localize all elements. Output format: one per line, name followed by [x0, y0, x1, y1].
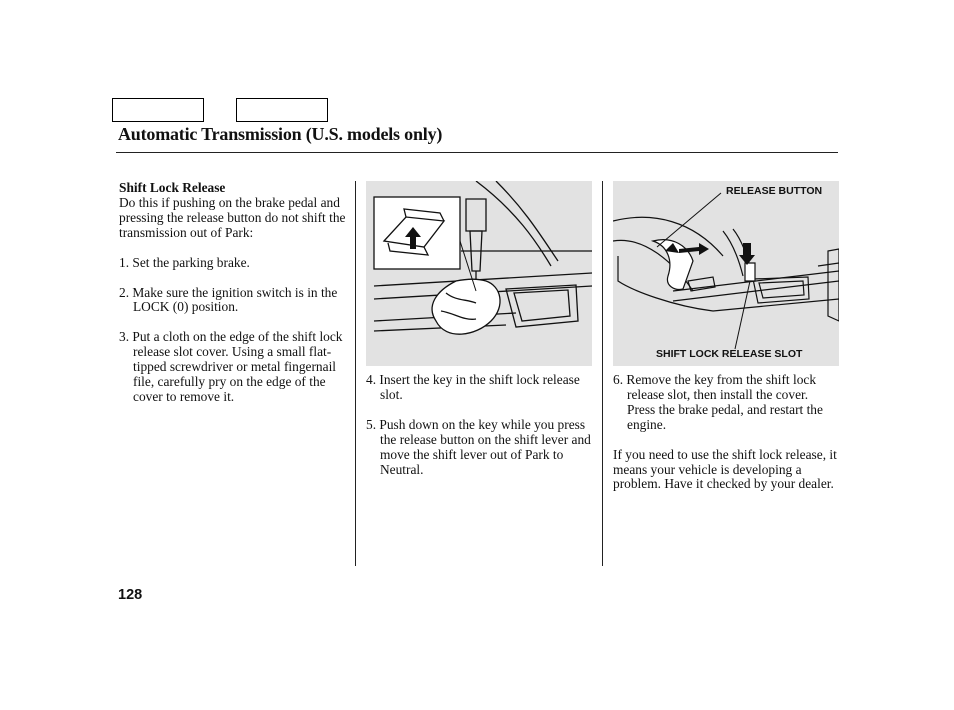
nav-button-right[interactable] [236, 98, 328, 122]
step-1: 1. Set the parking brake. [119, 254, 250, 270]
step-3: 3. Put a cloth on the edge of the shift lock release slot cover. Using a small flat-tipped screwdriver or metal fingernail file, carefully pry on the edge of the cover to remove it. [119, 329, 343, 404]
page-title: Automatic Transmission (U.S. models only) [118, 124, 443, 144]
left-column [119, 181, 351, 405]
section-heading: Shift Lock Release [119, 180, 226, 195]
column-divider-2 [602, 181, 603, 566]
release-slot-illustration [613, 181, 839, 366]
step-6: 6. Remove the key from the shift lock release slot, then install the cover. Press the brake pedal, and restart the engine. [613, 372, 823, 432]
dealer-note: If you need to use the shift lock release, it means your vehicle is developing a problem. Have it checked by your dealer. [613, 446, 837, 492]
figure-release-slot [613, 181, 839, 366]
right-column [613, 373, 839, 492]
callout-release-button: RELEASE BUTTON [726, 185, 823, 197]
middle-column [366, 373, 596, 477]
page-number: 128 [118, 587, 143, 603]
intro-paragraph: Do this if pushing on the brake pedal and pressing the release button do not shift the transmission out of Park: [119, 194, 346, 240]
step-5: 5. Push down on the key while you press the release button on the shift lever and move the shift lever out of Park to Neutral. [366, 416, 591, 477]
callout-shift-lock-slot: SHIFT LOCK RELEASE SLOT [656, 348, 803, 360]
step-2: 2. Make sure the ignition switch is in the LOCK (0) position. [119, 284, 338, 315]
title-rule [116, 152, 838, 153]
step-4: 4. Insert the key in the shift lock release slot. [366, 372, 580, 402]
nav-button-left[interactable] [112, 98, 204, 122]
figure-pry-cover [366, 181, 592, 366]
pry-cover-illustration [366, 181, 592, 366]
column-divider-1 [355, 181, 356, 566]
